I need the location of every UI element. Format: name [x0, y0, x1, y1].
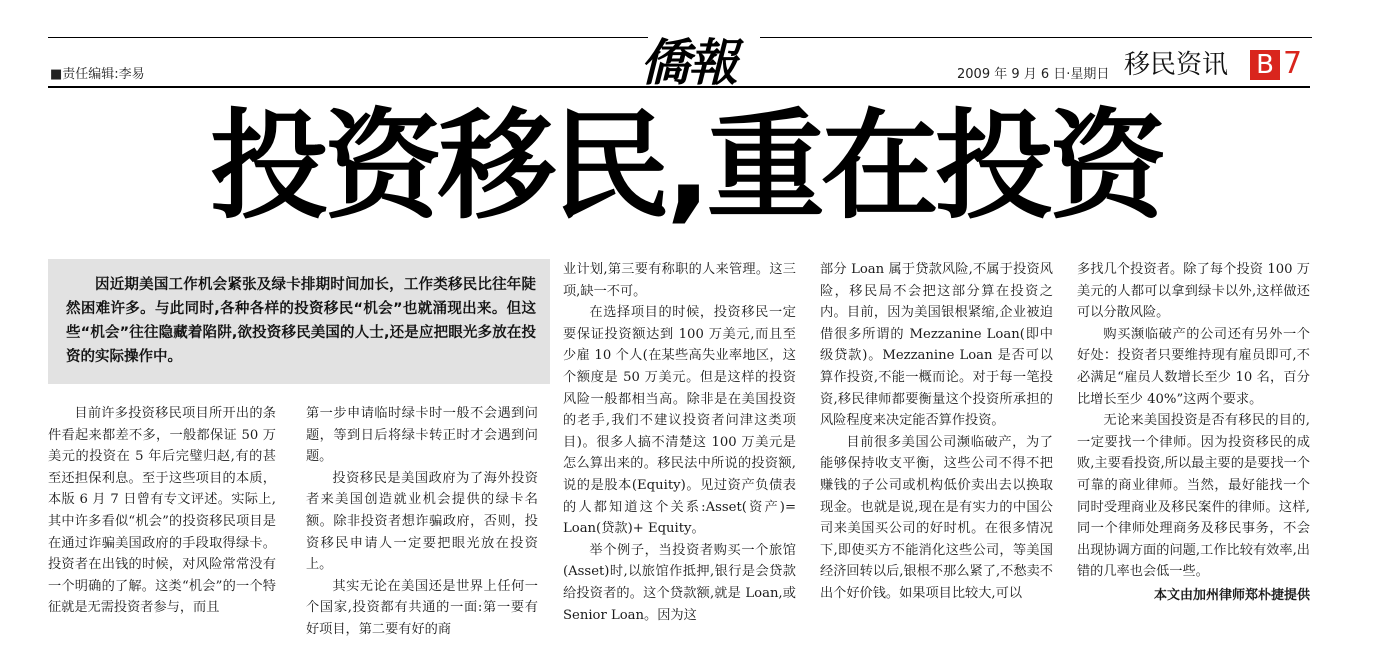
- page-number: 7: [1283, 46, 1303, 81]
- section-title: 移民资讯: [1124, 50, 1229, 80]
- dateline: 2009 年 9 月 6 日·星期日: [957, 67, 1110, 82]
- article-headline: 投资移民,重在投资: [210, 97, 1163, 235]
- editor-credit: ■责任编辑:李易: [50, 67, 145, 82]
- paragraph: 无论来美国投资是否有移民的目的,一定要找一个律师。因为投资移民的成败,主要看投资,所以最主要的是要找一个可靠的商业律师。当然，最好能找一个同时受理商业及移民案件的律师。这样,同一个律师处理商务及移民事务，不会出现协调方面的问题,工作比较有效率,出错的几率也会低一些。: [1077, 413, 1310, 580]
- top-rule-left: [48, 37, 648, 38]
- article-lede: 因近期美国工作机会紧张及绿卡排期时间加长，工作类移民比往年陡然困难许多。与此同时,各种各样的投资移民“机会”也就涌现出来。但这些“机会”往往隐藏着陷阱,欲投资移民美国的人士,还是应把眼光多放在投资的实际操作中。: [48, 259, 550, 384]
- paragraph: 其实无论在美国还是世界上任何一个国家,投资都有共通的一面:第一要有好项目，第二要有好的商: [306, 578, 538, 637]
- article-column-3: [563, 259, 796, 626]
- paragraph: 购买濒临破产的公司还有另外一个好处：投资者只要维持现有雇员即可,不必满足“雇员人数增长至少 10 名，百分比增长至少 40%”这两个要求。: [1077, 326, 1310, 407]
- paragraph: 举个例子，当投资者购买一个旅馆(Asset)时,以旅馆作抵押,银行是会贷款给投资者的。这个贷款额,就是 Loan,或 Senior Loan。因为这: [563, 542, 796, 623]
- article-column-1: [48, 403, 276, 619]
- article-column-5: [1077, 259, 1310, 607]
- paragraph: 在选择项目的时候，投资移民一定要保证投资额达到 100 万美元,而且至少雇 10 个人(在某些高失业率地区，这个额度是 50 万美元。但是这样的投资风险一般都相当高。除非是在美国投资的老手,我们不建议投资者问津这类项目)。很多人搞不清楚这 100 万美元是怎么算出来的。移民法中所说的投资额,说的是股本(Equity)。见过资产负债表的人都知道这个关系:Asset(资产)= Loan(贷款)+ Equity。: [563, 305, 796, 537]
- top-rule-right: [760, 37, 1312, 38]
- article-column-4: [820, 259, 1053, 605]
- author-credit: 本文由加州律师郑朴捷提供: [1153, 587, 1310, 603]
- page-letter-badge: B: [1250, 50, 1280, 80]
- paragraph: 第一步申请临时绿卡时一般不会遇到问题，等到日后将绿卡转正时才会遇到问题。: [306, 406, 538, 465]
- paragraph: 业计划,第三要有称职的人来管理。这三项,缺一不可。: [563, 262, 796, 299]
- paragraph: 部分 Loan 属于贷款风险,不属于投资风险，移民局不会把这部分算在投资之内。目前，因为美国银根紧缩,企业被迫借很多所谓的 Mezzanine Loan(即中级贷款)。Mezzanine Loan 是否可以算作投资,不能一概而论。对于每一笔投资,移民律师都要衡量这个投资所承担的风险程度来决定能否算作投资。: [820, 262, 1053, 429]
- paragraph: 目前许多投资移民项目所开出的条件看起来都差不多，一般都保证 50 万美元的投资在 5 年后完璧归赵,有的甚至还担保利息。至于这些项目的本质，本版 6 月 7 日曾有专文评述。实际上,其中许多看似“机会”的投资移民项目是在通过诈骗美国政府的手段取得绿卡。投资者在出钱的时候，对风险常常没有一个明确的了解。这类“机会”的一个特征就是无需投资者参与，而且: [48, 406, 276, 616]
- paragraph: 目前很多美国公司濒临破产，为了能够保持收支平衡，这些公司不得不把赚钱的子公司或机构低价卖出去以换取现金。也就是说,现在是有实力的中国公司来美国买公司的好时机。在很多情况下,即使买方不能消化这些公司，等美国经济回转以后,银根不那么紧了,不愁卖不出个好价钱。如果项目比较大,可以: [820, 434, 1053, 601]
- masthead-logo: 僑報: [640, 33, 736, 92]
- paragraph: 投资移民是美国政府为了海外投资者来美国创造就业机会提供的绿卡名额。除非投资者想诈骗政府，否则，投资移民申请人一定要把眼光放在投资上。: [306, 470, 538, 573]
- paragraph: 多找几个投资者。除了每个投资 100 万美元的人都可以拿到绿卡以外,这样做还可以分散风险。: [1077, 262, 1310, 321]
- article-column-2: [306, 403, 538, 641]
